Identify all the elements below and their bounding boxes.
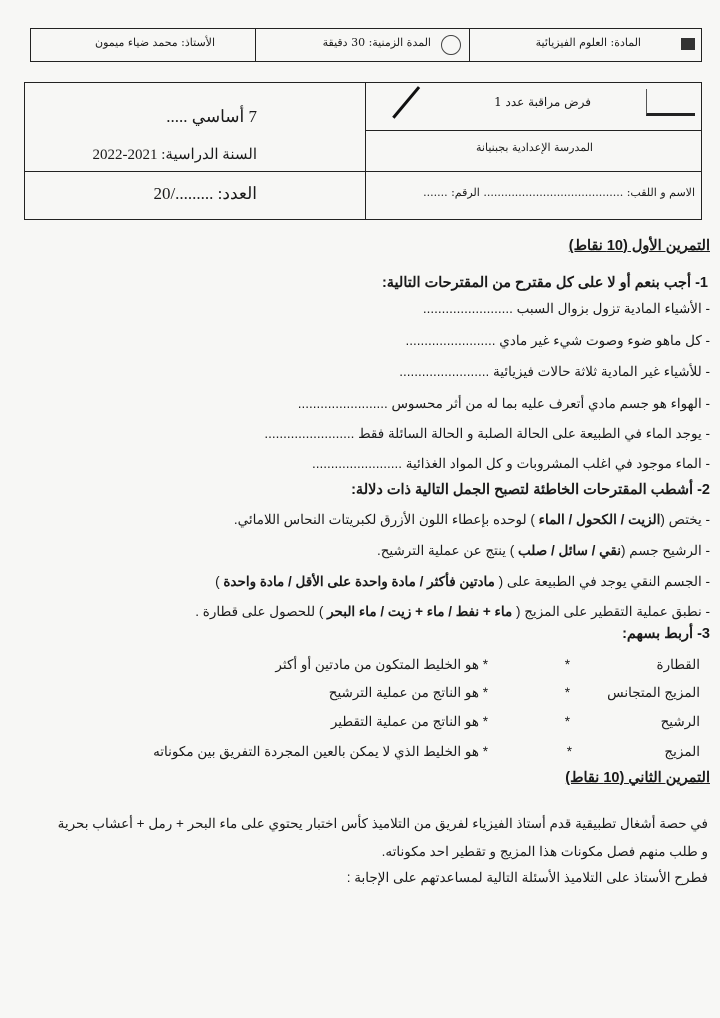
match-right: * هو الناتج من عملية الترشيح bbox=[328, 685, 488, 700]
ex2-paragraph-line: في حصة أشغال تطبيقية قدم أستاذ الفيزياء لفريق من التلاميذ كأس اختبار يحتوي على ماء البحر + رمل + أعشاب بحرية bbox=[57, 816, 708, 831]
match-right: * هو الخليط المتكون من مادتين أو أكثر bbox=[275, 657, 488, 672]
question-3-title: 3- أربط بسهم: bbox=[622, 626, 710, 642]
q2-item-text: ) ينتج عن عملية الترشيح. bbox=[376, 543, 519, 558]
match-star: * bbox=[564, 714, 570, 729]
q2-item-text: ) bbox=[215, 574, 224, 589]
q1-item: - كل ماهو ضوء وصوت شيء غير مادي ........................ bbox=[405, 333, 710, 348]
q2-item bbox=[215, 574, 710, 590]
q2-item-text: - يختص ( bbox=[660, 512, 710, 527]
q2-options: الزيت / الكحول / الماء bbox=[538, 512, 661, 527]
match-star: * bbox=[564, 657, 570, 672]
school-logo-icon bbox=[681, 38, 695, 50]
match-star: * bbox=[564, 685, 570, 700]
match-star: * bbox=[566, 744, 572, 759]
pen-icon bbox=[392, 86, 420, 118]
q2-options: نقي / سائل / صلب bbox=[518, 543, 621, 558]
match-left: القطارة bbox=[656, 657, 700, 672]
q2-options: ماء + نفط / ماء + زيت / ماء البحر bbox=[327, 604, 513, 619]
question-2-title: 2- أشطب المقترحات الخاطئة لتصبح الجمل التالية ذات دلالة: bbox=[351, 482, 710, 498]
school-name: المدرسة الإعدادية بجبنيانة bbox=[476, 141, 593, 154]
exercise-1-title: التمرين الأول (10 نقاط) bbox=[568, 238, 710, 254]
header-info-box bbox=[30, 28, 702, 62]
q2-item-text: ) للحصول على قطارة . bbox=[195, 604, 328, 619]
clock-icon bbox=[441, 35, 461, 55]
match-left: المزيج المتجانس bbox=[607, 685, 700, 700]
student-name-field[interactable]: الاسم و اللقب: ........................................ الرقم: ....... bbox=[423, 186, 695, 199]
book-icon bbox=[646, 89, 695, 116]
q2-item-text: - نطبق عملية التقطير على المزيج ( bbox=[512, 604, 710, 619]
subject-label: المادة: العلوم الفيزيائية bbox=[535, 36, 641, 49]
teacher-label: الأستاذ: محمد ضياء ميمون bbox=[95, 36, 215, 49]
grade-field: العدد: ........./20 bbox=[153, 184, 257, 203]
q1-item: - الهواء هو جسم مادي أتعرف عليه بما له من أثر محسوس ........................ bbox=[297, 396, 710, 411]
q2-item-text: - الجسم النقي يوجد في الطبيعة على ( bbox=[494, 574, 710, 589]
q2-item-text: ) لوحده بإعطاء اللون الأزرق لكبريتات النحاس اللامائي. bbox=[233, 512, 539, 527]
exercise-2-title: التمرين الثاني (10 نقاط) bbox=[565, 770, 710, 786]
q2-options: مادتين فأكثر / مادة واحدة على الأقل / مادة واحدة bbox=[223, 574, 495, 589]
match-right: * هو الخليط الذي لا يمكن بالعين المجردة التفريق بين مكوناته bbox=[153, 744, 488, 759]
ex2-paragraph-line: فطرح الأستاذ على التلاميذ الأسئلة التالية لمساعدتهم على الإجابة : bbox=[346, 870, 708, 885]
q1-item: - يوجد الماء في الطبيعة على الحالة الصلبة و الحالة السائلة فقط ........................ bbox=[264, 426, 710, 441]
q1-item: - الماء موجود في اغلب المشروبات و كل المواد الغذائية ........................ bbox=[311, 456, 710, 471]
q2-item bbox=[377, 543, 710, 559]
q1-item: - الأشياء المادية تزول بزوال السبب ........................ bbox=[422, 301, 710, 316]
exam-title: فرض مراقبة عدد 1 bbox=[494, 95, 591, 109]
student-info-box bbox=[24, 82, 702, 220]
q1-item: - للأشياء غير المادية ثلاثة حالات فيزيائية ........................ bbox=[399, 364, 710, 379]
q2-item bbox=[195, 604, 710, 620]
class-label: 7 أساسي ..... bbox=[166, 107, 257, 126]
match-left: المزيج bbox=[664, 744, 700, 759]
match-right: * هو الناتج من عملية التقطير bbox=[330, 714, 488, 729]
q2-item-text: - الرشيح جسم ( bbox=[620, 543, 710, 558]
duration-label: المدة الزمنية: 30 دقيقة bbox=[322, 36, 431, 49]
match-left: الرشيح bbox=[660, 714, 700, 729]
ex2-paragraph-line: و طلب منهم فصل مكونات هذا المزيج و تقطير احد مكوناته. bbox=[381, 844, 708, 859]
question-1-title: 1- أجب بنعم أو لا على كل مقترح من المقترحات التالية: bbox=[381, 275, 708, 291]
school-year: السنة الدراسية: 2021-2022 bbox=[92, 147, 257, 163]
q2-item bbox=[234, 512, 710, 528]
